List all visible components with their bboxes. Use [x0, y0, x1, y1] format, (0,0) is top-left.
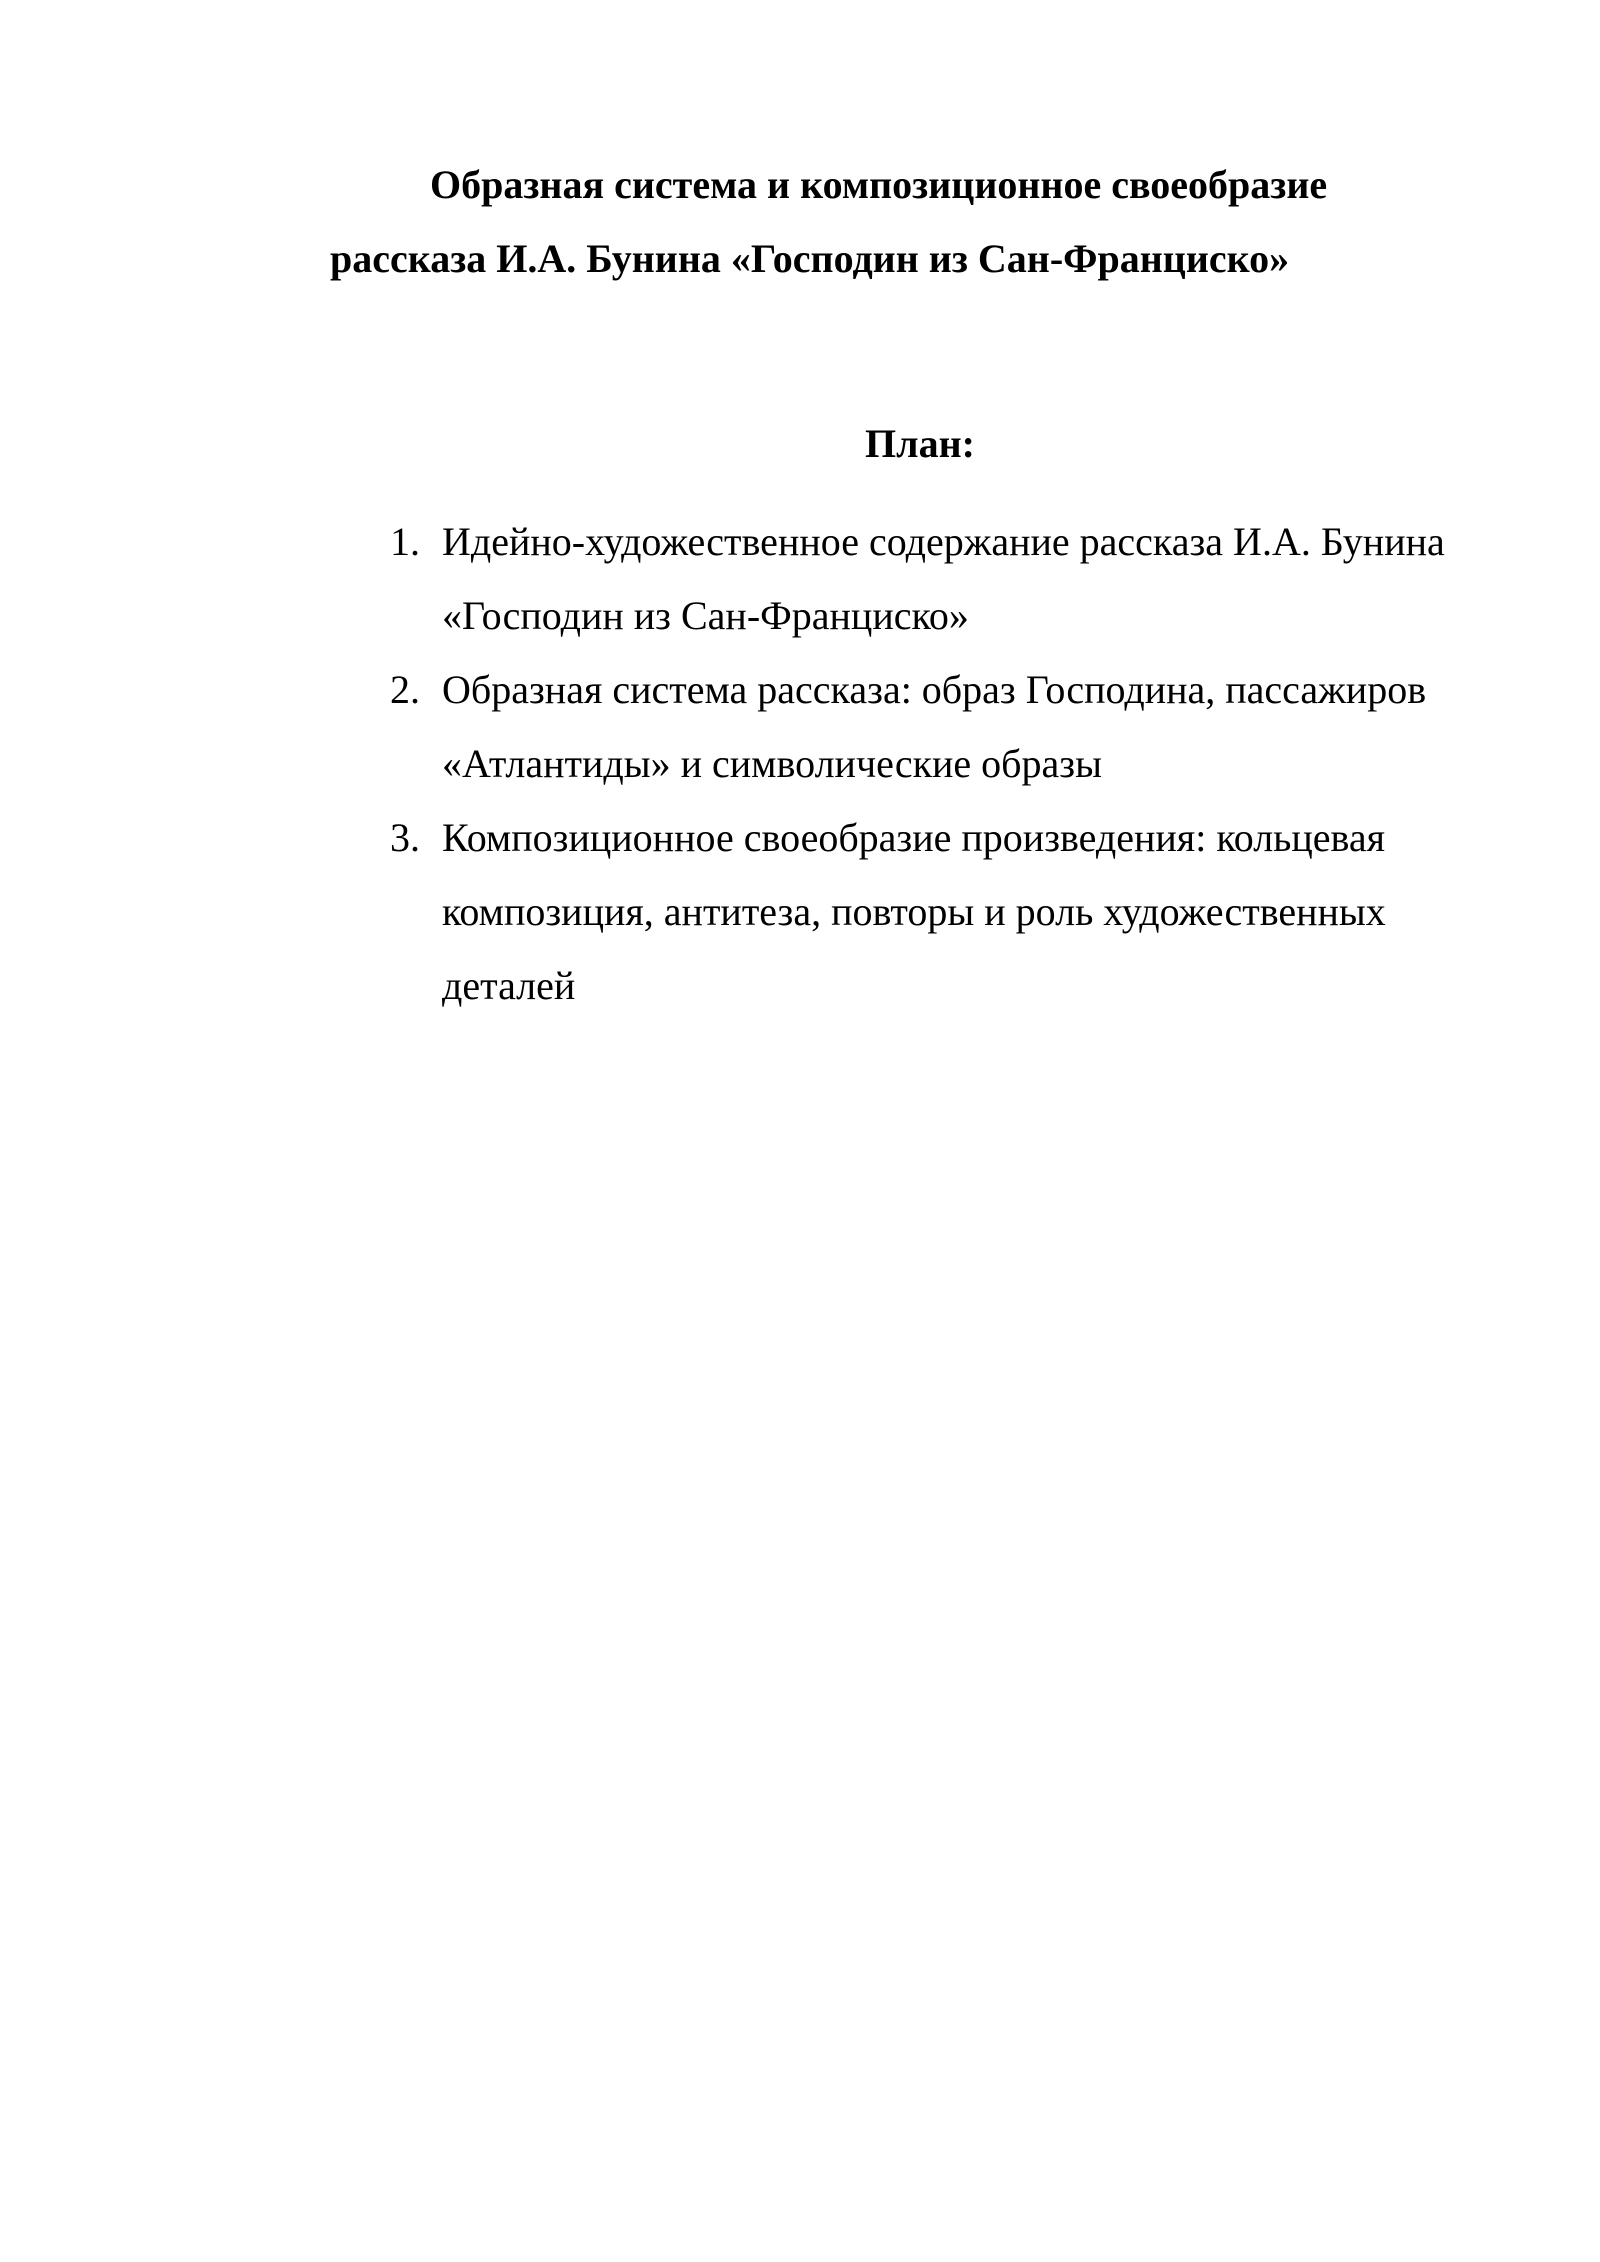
- plan-item-number: 3.: [390, 815, 420, 860]
- plan-item-1: [390, 505, 1500, 653]
- document-title: [330, 148, 1400, 296]
- plan-item-number: 1.: [390, 519, 420, 564]
- plan-heading: План:: [865, 421, 975, 466]
- plan-item-2: [390, 653, 1500, 801]
- plan-item-text: Композиционное своеобразие произведения: кольцевая композиция, антитеза, повторы и роль художественных деталей: [442, 815, 1386, 1008]
- plan-item-text: Образная система рассказа: образ Господина, пассажиров «Атлантиды» и символические образы: [442, 667, 1427, 786]
- plan-list: [390, 505, 1500, 1023]
- plan-item-number: 2.: [390, 667, 420, 712]
- title-line-2: рассказа И.А. Бунина «Господин из Сан-Франциско»: [330, 236, 1290, 281]
- plan-item-3: [390, 801, 1500, 1023]
- plan-item-text: Идейно-художественное содержание рассказа И.А. Бунина «Господин из Сан-Франциско»: [442, 519, 1445, 638]
- title-line-1: Образная система и композиционное своеобразие: [430, 162, 1328, 207]
